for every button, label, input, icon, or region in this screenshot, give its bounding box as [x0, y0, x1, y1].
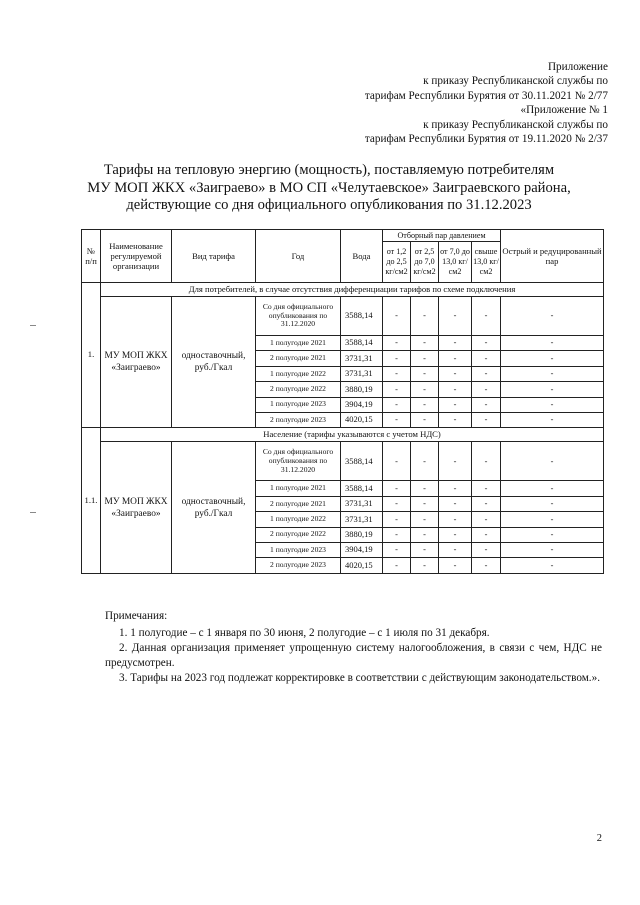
steam-4-value: -	[472, 442, 501, 481]
steam-4-value: -	[472, 397, 501, 412]
steam-1-value: -	[383, 366, 411, 381]
sharp-steam-value: -	[501, 351, 604, 366]
steam-2-value: -	[411, 412, 439, 427]
water-value: 3588,14	[341, 481, 383, 496]
water-value: 3880,19	[341, 527, 383, 542]
steam-1-value: -	[383, 412, 411, 427]
tariff-type: одноставочный, руб./Гкал	[172, 442, 256, 573]
steam-2-value: -	[411, 382, 439, 397]
steam-4-value: -	[472, 542, 501, 557]
steam-4-value: -	[472, 496, 501, 511]
period: 1 полугодие 2022	[256, 512, 341, 527]
tariff-table	[81, 229, 604, 574]
steam-3-value: -	[439, 496, 472, 511]
water-value: 4020,15	[341, 412, 383, 427]
table-row	[82, 442, 604, 481]
steam-1-value: -	[383, 336, 411, 351]
period: 2 полугодие 2022	[256, 527, 341, 542]
header-line: к приказу Республиканской службы по	[423, 75, 608, 88]
steam-1-value: -	[383, 542, 411, 557]
header-line: Приложение	[547, 61, 608, 73]
period: Со дня официального опубликования по 31.12.2020	[256, 297, 341, 336]
header-steam-group: Отборный пар давлением	[383, 230, 501, 242]
steam-3-value: -	[439, 512, 472, 527]
period: 2 полугодие 2022	[256, 382, 341, 397]
header-org: Наименование регулируемой организации	[101, 230, 172, 283]
period: 1 полугодие 2021	[256, 481, 341, 496]
steam-3-value: -	[439, 351, 472, 366]
steam-2-value: -	[411, 442, 439, 481]
water-value: 3588,14	[341, 336, 383, 351]
header-line: тарифам Республики Бурятия от 30.11.2021 № 2/77	[364, 89, 608, 102]
steam-2-value: -	[411, 512, 439, 527]
header-line: «Приложение № 1	[520, 104, 608, 117]
steam-2-value: -	[411, 527, 439, 542]
steam-4-value: -	[472, 527, 501, 542]
sharp-steam-value: -	[501, 542, 604, 557]
water-value: 4020,15	[341, 558, 383, 573]
steam-3-value: -	[439, 527, 472, 542]
sharp-steam-value: -	[501, 412, 604, 427]
header-num: № п/п	[82, 230, 101, 283]
water-value: 3731,31	[341, 366, 383, 381]
water-value: 3880,19	[341, 382, 383, 397]
notes-heading: Примечания:	[105, 610, 168, 622]
period: Со дня официального опубликования по 31.12.2020	[256, 442, 341, 481]
scan-mark	[30, 512, 36, 513]
steam-1-value: -	[383, 527, 411, 542]
steam-2-value: -	[411, 297, 439, 336]
header-year: Год	[256, 230, 341, 283]
section-caption: Для потребителей, в случае отсутствия дифференциации тарифов по схеме подключения	[101, 283, 604, 297]
water-value: 3731,31	[341, 496, 383, 511]
water-value: 3588,14	[341, 297, 383, 336]
period: 2 полугодие 2021	[256, 496, 341, 511]
sharp-steam-value: -	[501, 382, 604, 397]
steam-4-value: -	[472, 481, 501, 496]
steam-2-value: -	[411, 481, 439, 496]
document-title	[60, 162, 598, 215]
period: 1 полугодие 2023	[256, 542, 341, 557]
row-number: 1.1.	[82, 428, 101, 573]
sharp-steam-value: -	[501, 496, 604, 511]
steam-1-value: -	[383, 496, 411, 511]
steam-2-value: -	[411, 558, 439, 573]
header-sharp-steam: Острый и редуцированный пар	[501, 230, 604, 283]
steam-2-value: -	[411, 496, 439, 511]
row-number: 1.	[82, 283, 101, 428]
steam-4-value: -	[472, 336, 501, 351]
steam-3-value: -	[439, 412, 472, 427]
water-value: 3731,31	[341, 512, 383, 527]
period: 2 полугодие 2023	[256, 412, 341, 427]
steam-4-value: -	[472, 366, 501, 381]
sharp-steam-value: -	[501, 442, 604, 481]
steam-4-value: -	[472, 558, 501, 573]
header-water: Вода	[341, 230, 383, 283]
water-value: 3731,31	[341, 351, 383, 366]
steam-3-value: -	[439, 542, 472, 557]
period: 1 полугодие 2021	[256, 336, 341, 351]
appendix-header	[268, 60, 608, 146]
steam-3-value: -	[439, 481, 472, 496]
sharp-steam-value: -	[501, 297, 604, 336]
steam-1-value: -	[383, 481, 411, 496]
scan-mark	[30, 325, 36, 326]
water-value: 3588,14	[341, 442, 383, 481]
header-steam-2: от 2,5 до 7,0 кг/см2	[411, 242, 439, 283]
sharp-steam-value: -	[501, 397, 604, 412]
note-item: 2. Данная организация применяет упрощенную систему налогообложения, в связи с чем, НДС не предусмотрен.	[105, 642, 602, 669]
title-line: действующие со дня официального опубликования по 31.12.2023	[126, 197, 532, 213]
header-tariff-type: Вид тарифа	[172, 230, 256, 283]
sharp-steam-value: -	[501, 366, 604, 381]
steam-3-value: -	[439, 382, 472, 397]
page-number: 2	[596, 833, 602, 844]
section-caption: Население (тарифы указываются с учетом НДС)	[101, 428, 604, 442]
steam-3-value: -	[439, 336, 472, 351]
period: 1 полугодие 2023	[256, 397, 341, 412]
steam-2-value: -	[411, 351, 439, 366]
period: 2 полугодие 2023	[256, 558, 341, 573]
steam-2-value: -	[411, 397, 439, 412]
steam-2-value: -	[411, 542, 439, 557]
steam-3-value: -	[439, 442, 472, 481]
table-row	[82, 297, 604, 336]
organization-name: МУ МОП ЖКХ «Заиграево»	[101, 442, 172, 573]
tariff-type: одноставочный, руб./Гкал	[172, 297, 256, 428]
title-line: МУ МОП ЖКХ «Заиграево» в МО СП «Челутаевское» Заиграевского района,	[87, 179, 571, 196]
steam-1-value: -	[383, 558, 411, 573]
water-value: 3904,19	[341, 542, 383, 557]
header-line: к приказу Республиканской службы по	[423, 118, 608, 131]
sharp-steam-value: -	[501, 336, 604, 351]
steam-1-value: -	[383, 397, 411, 412]
sharp-steam-value: -	[501, 512, 604, 527]
header-line: тарифам Республики Бурятия от 19.11.2020 № 2/37	[364, 133, 608, 146]
steam-1-value: -	[383, 351, 411, 366]
note-item: 3. Тарифы на 2023 год подлежат корректировке в соответствии с действующим законодательством.».	[119, 672, 600, 684]
sharp-steam-value: -	[501, 527, 604, 542]
steam-4-value: -	[472, 351, 501, 366]
steam-4-value: -	[472, 297, 501, 336]
steam-2-value: -	[411, 366, 439, 381]
notes-section	[105, 609, 602, 686]
steam-3-value: -	[439, 366, 472, 381]
steam-1-value: -	[383, 297, 411, 336]
steam-1-value: -	[383, 512, 411, 527]
steam-3-value: -	[439, 397, 472, 412]
sharp-steam-value: -	[501, 558, 604, 573]
organization-name: МУ МОП ЖКХ «Заиграево»	[101, 297, 172, 428]
title-line: Тарифы на тепловую энергию (мощность), поставляемую потребителям	[103, 162, 555, 178]
steam-3-value: -	[439, 297, 472, 336]
steam-4-value: -	[472, 382, 501, 397]
steam-1-value: -	[383, 442, 411, 481]
steam-3-value: -	[439, 558, 472, 573]
header-steam-3: от 7,0 до 13,0 кг/см2	[439, 242, 472, 283]
note-item: 1. 1 полугодие – с 1 января по 30 июня, 2 полугодие – с 1 июля по 31 декабря.	[119, 627, 490, 639]
steam-4-value: -	[472, 412, 501, 427]
steam-4-value: -	[472, 512, 501, 527]
sharp-steam-value: -	[501, 481, 604, 496]
period: 2 полугодие 2021	[256, 351, 341, 366]
header-steam-4: свыше 13,0 кг/см2	[472, 242, 501, 283]
steam-1-value: -	[383, 382, 411, 397]
water-value: 3904,19	[341, 397, 383, 412]
steam-2-value: -	[411, 336, 439, 351]
period: 1 полугодие 2022	[256, 366, 341, 381]
header-steam-1: от 1,2 до 2,5 кг/см2	[383, 242, 411, 283]
